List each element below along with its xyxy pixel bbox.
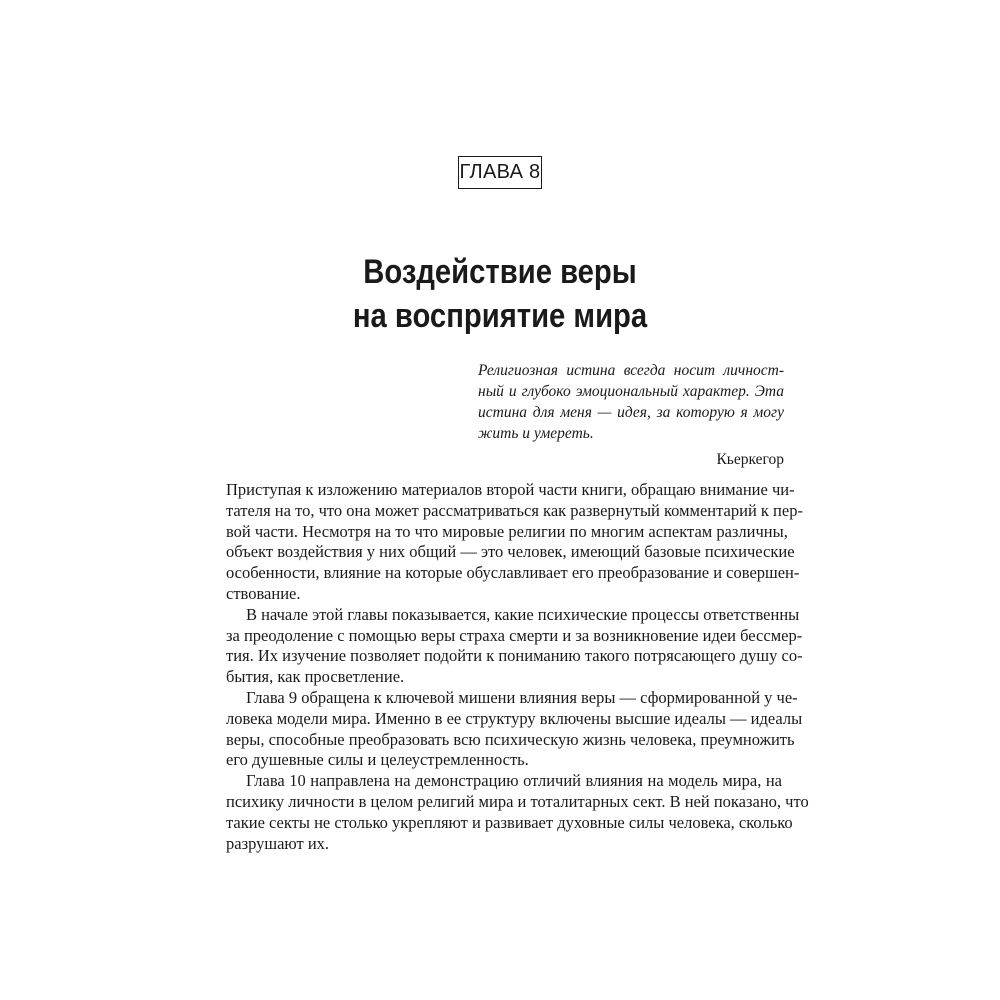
body-line: ствование.: [226, 583, 301, 603]
body-line: Глава 10 направлена на демонстрацию отличий влияния на модель мира, на: [246, 771, 782, 791]
body-line: Глава 9 обращена к ключевой мишени влияния веры — сформированной у че-: [246, 687, 798, 707]
chapter-title-line: Воздействие веры: [363, 253, 637, 291]
epigraph: [478, 360, 784, 470]
chapter-title-line: на восприятие мира: [352, 297, 648, 335]
body-line: веры, способные преобразовать всю психическую жизнь человека, преумножить: [226, 729, 795, 749]
body-line: такие секты не столько укрепляют и развивает духовные силы человека, сколько: [226, 812, 793, 832]
body-line: его душевные силы и целеустремленность.: [226, 750, 529, 770]
epigraph-line: ный и глубоко эмоциональный характер. Эта: [478, 383, 784, 400]
epigraph-author: Кьеркегор: [716, 451, 784, 468]
body-line: особенности, влияние на которые обуславливает его преобразование и совершен-: [226, 563, 800, 583]
body-line: тателя на то, что она может рассматриваться как развернутый комментарий к пер-: [226, 500, 803, 520]
body-line: В начале этой главы показывается, какие психические процессы ответственны: [246, 604, 800, 624]
chapter-label: ГЛАВА 8: [458, 156, 542, 189]
body-line: объект воздействия у них общий — это человек, имеющий базовые психические: [226, 542, 795, 562]
body-line: психику личности в целом религий мира и тоталитарных сект. В ней показано, что: [226, 791, 809, 811]
body-line: ловека модели мира. Именно в ее структуру включены высшие идеалы — идеалы: [226, 708, 803, 728]
body-line: разрушают их.: [226, 833, 330, 853]
body-line: тия. Их изучение позволяет подойти к пониманию такого потрясающего душу со-: [226, 646, 803, 666]
epigraph-line: Религиозная истина всегда носит личност-: [478, 362, 784, 379]
body-line: Приступая к изложению материалов второй части книги, обращаю внимание чи-: [226, 480, 795, 499]
body-line: бытия, как просветление.: [226, 667, 405, 687]
chapter-title: [70, 250, 930, 338]
epigraph-line: истина для меня — идея, за которую я могу: [478, 404, 784, 421]
body-line: за преодоление с помощью веры страха смерти и за возникновение идеи бессмер-: [226, 625, 803, 645]
epigraph-line: жить и умереть.: [478, 425, 594, 442]
body-text: [226, 480, 809, 854]
body-line: вой части. Несмотря на то что мировые религии по многим аспектам различны,: [226, 521, 788, 541]
